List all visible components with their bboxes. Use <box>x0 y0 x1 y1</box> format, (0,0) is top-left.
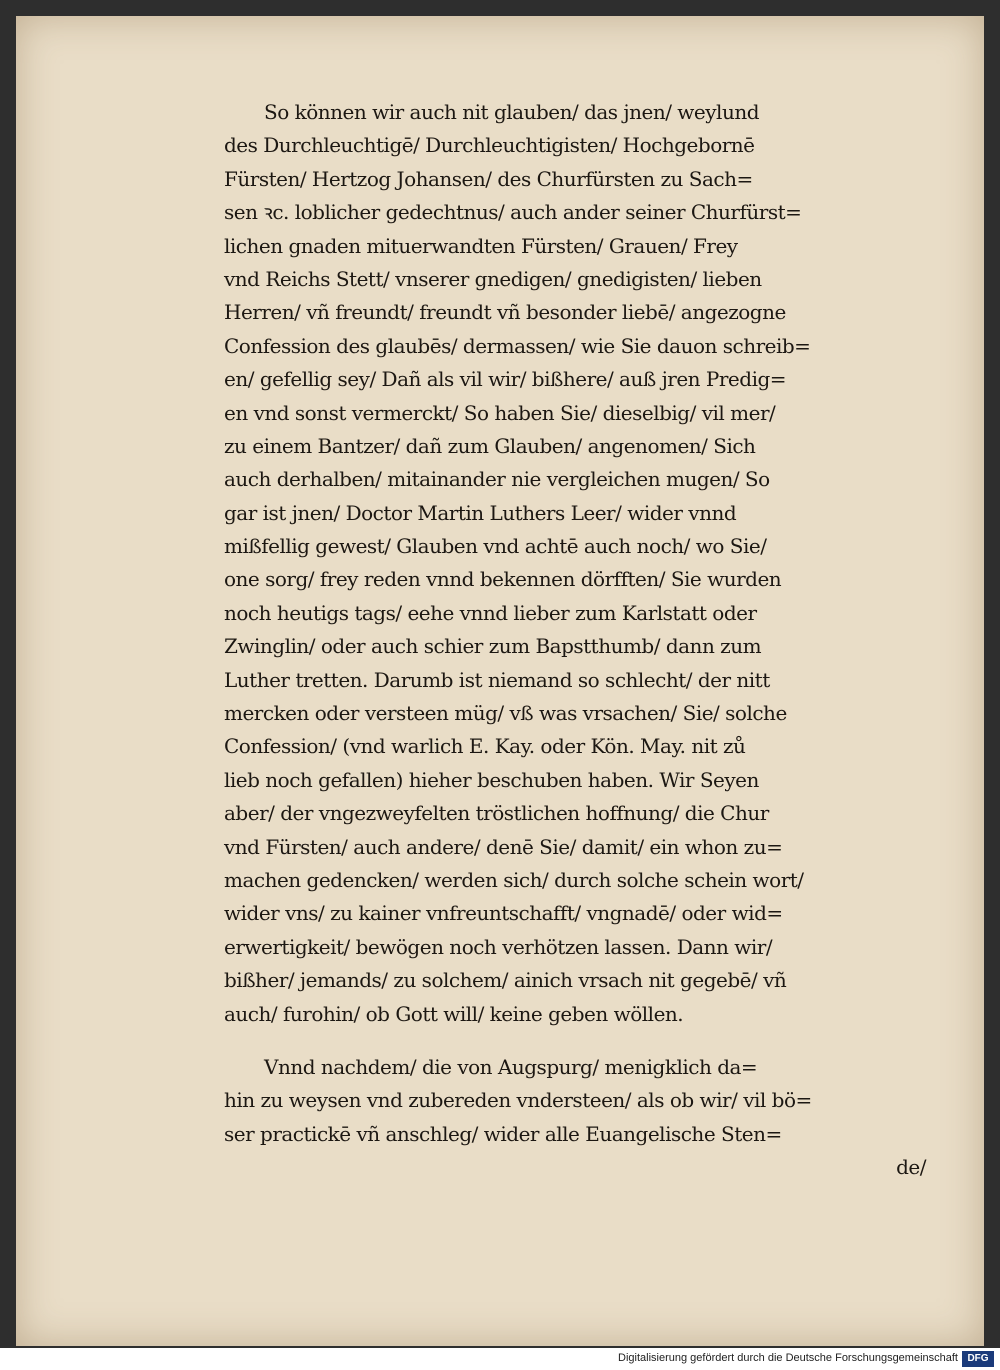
text-line: vnd Reichs Stett/ vnserer gnedigen/ gnedigisten/ lieben <box>224 266 762 291</box>
text-line: auch/ furohin/ ob Gott will/ keine geben wöllen. <box>224 1001 684 1026</box>
text-line: Herren/ vñ freundt/ freundt vñ besonder liebē/ angezogne <box>224 300 786 325</box>
text-line: en vnd sonst vermerckt/ So haben Sie/ dieselbig/ vil mer/ <box>224 400 776 425</box>
text-line: de/ <box>896 1155 926 1180</box>
text-line: Luther tretten. Darumb ist niemand so schlecht/ der nitt <box>224 667 770 692</box>
text-line: mißfellig gewest/ Glauben vnd achtē auch noch/ wo Sie/ <box>224 534 767 559</box>
text-line: bißher/ jemands/ zu solchem/ ainich vrsach nit gegebē/ vñ <box>224 968 787 993</box>
text-line: lichen gnaden mituerwandten Fürsten/ Grauen/ Frey <box>224 233 738 258</box>
text-line: machen gedencken/ werden sich/ durch solche schein wort/ <box>224 867 804 892</box>
text-line: Fürsten/ Hertzog Johansen/ des Churfürsten zu Sach= <box>224 166 753 191</box>
text-line: lieb noch gefallen) hieher beschuben haben. Wir Seyen <box>224 767 759 792</box>
text-line: zu einem Bantzer/ dañ zum Glauben/ angenomen/ Sich <box>224 433 756 458</box>
text-line: aber/ der vngezweyfelten tröstlichen hoffnung/ die Chur <box>224 801 769 826</box>
paragraph-1 <box>224 96 936 1031</box>
text-line: vnd Fürsten/ auch andere/ denē Sie/ damit/ ein whon zu= <box>224 834 783 859</box>
text-line: noch heutigs tags/ eehe vnnd lieber zum Karlstatt oder <box>224 600 757 625</box>
text-line: mercken oder versteen müg/ vß was vrsachen/ Sie/ solche <box>224 701 787 726</box>
footer-bar <box>0 1348 1000 1370</box>
text-line: gar ist jnen/ Doctor Martin Luthers Leer/ wider vnnd <box>224 500 737 525</box>
text-line: Zwinglin/ oder auch schier zum Bapstthumb/ dann zum <box>224 634 762 659</box>
text-line: ser practickē vñ anschleg/ wider alle Euangelische Sten= <box>224 1121 782 1146</box>
paragraph-2 <box>224 1051 936 1185</box>
text-line: auch derhalben/ mitainander nie vergleichen mugen/ So <box>224 467 770 492</box>
text-line: Confession/ (vnd warlich E. Kay. oder Kön. May. nit zů <box>224 734 746 759</box>
dfg-logo: DFG <box>962 1351 994 1367</box>
footer-credit: Digitalisierung gefördert durch die Deutsche Forschungsgemeinschaft <box>618 1352 958 1364</box>
text-line: en/ gefellig sey/ Dañ als vil wir/ bißhere/ auß jren Predig= <box>224 367 787 392</box>
text-block <box>224 96 936 1185</box>
text-line: one sorg/ frey reden vnnd bekennen dörfften/ Sie wurden <box>224 567 782 592</box>
text-line: sen ꝛc. loblicher gedechtnus/ auch ander seiner Churfürst= <box>224 200 802 225</box>
text-line: Vnnd nachdem/ die von Augspurg/ menigklich da= <box>264 1054 758 1079</box>
text-line: erwertigkeit/ bewögen noch verhötzen lassen. Dann wir/ <box>224 934 773 959</box>
text-line: hin zu weysen vnd zubereden vndersteen/ als ob wir/ vil bö= <box>224 1088 812 1113</box>
page <box>16 16 984 1346</box>
text-line: des Durchleuchtigē/ Durchleuchtigisten/ Hochgebornē <box>224 133 755 158</box>
text-line: Confession des glaubēs/ dermassen/ wie Sie dauon schreib= <box>224 333 811 358</box>
text-line: wider vns/ zu kainer vnfreuntschafft/ vngnadē/ oder wid= <box>224 901 783 926</box>
text-line: So können wir auch nit glauben/ das jnen/ weylund <box>264 100 760 124</box>
